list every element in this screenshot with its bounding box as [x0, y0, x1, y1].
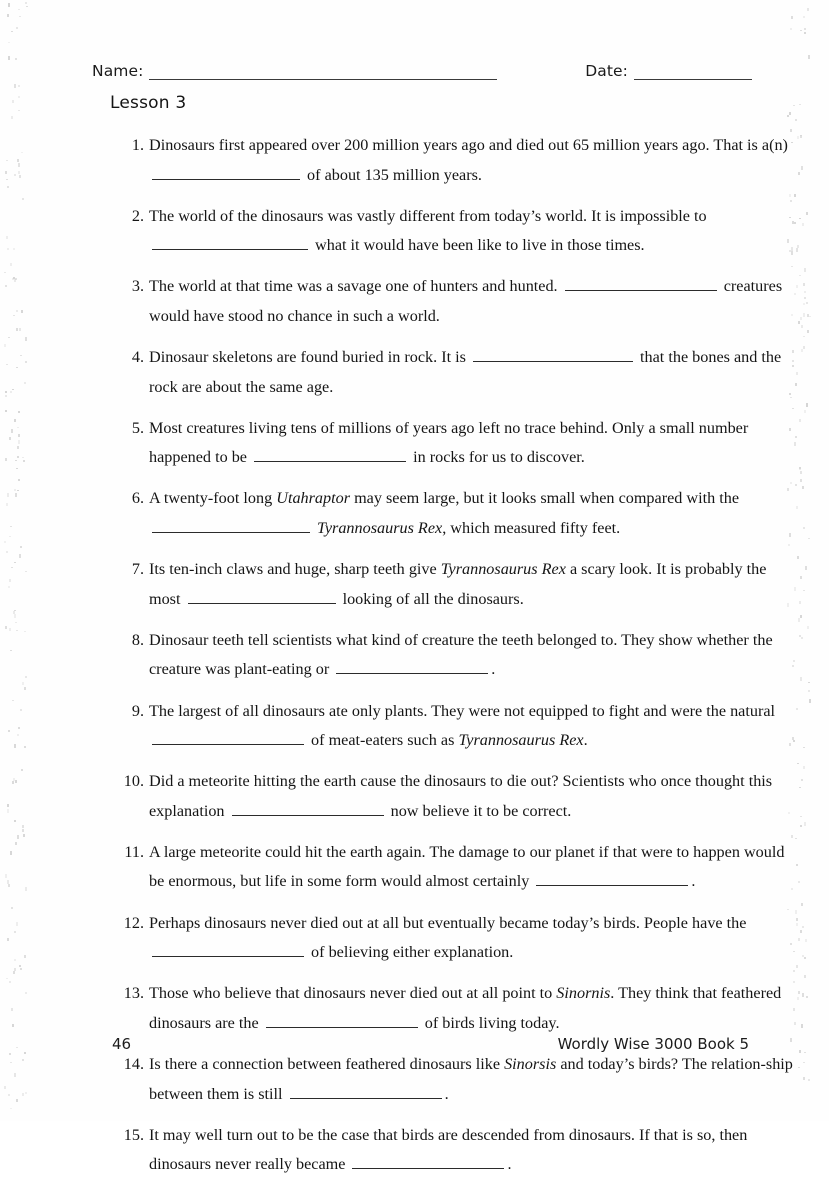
question-item — [122, 1121, 794, 1180]
name-label: Name: — [92, 62, 144, 80]
question-text — [149, 697, 794, 756]
text-run: Perhaps dinosaurs never died out at all but eventually became today’s birds. People have the — [149, 913, 747, 932]
question-item — [122, 484, 794, 543]
text-run: of believing either explanation. — [307, 943, 514, 962]
answer-blank[interactable] — [290, 1085, 442, 1099]
italic-term: Tyrannosaurus Rex — [317, 519, 443, 538]
date-input-line[interactable] — [634, 66, 752, 80]
text-run: of birds living today. — [420, 1013, 560, 1032]
text-run: in rocks for us to discover. — [409, 448, 585, 467]
question-text — [149, 414, 794, 473]
italic-term: Tyrannosaurus Rex — [440, 560, 566, 579]
page-number: 46 — [112, 1035, 132, 1053]
text-run: Dinosaurs first appeared over 200 million years ago and died out 65 million years ago. That is a(n) — [149, 136, 788, 154]
answer-blank[interactable] — [152, 943, 304, 957]
question-item — [122, 272, 794, 331]
question-item — [122, 767, 794, 826]
scan-speckles-left — [4, 0, 30, 1121]
question-number: 2. — [131, 206, 144, 225]
question-number: 14. — [123, 1054, 144, 1073]
date-group — [585, 62, 752, 80]
question-text — [149, 1121, 794, 1180]
date-label: Date: — [585, 62, 628, 80]
text-run: A large meteorite could hit the earth again. The damage to our planet if that were to happen would be enormous, but life in some form would almost certainly — [149, 842, 785, 891]
answer-blank[interactable] — [336, 660, 488, 674]
text-run: Most creatures living tens of millions of years ago left no trace behind. Only a small number happened to be — [149, 418, 749, 467]
text-run: that the bones and the rock are about the same age. — [149, 348, 782, 396]
page-footer — [0, 1035, 829, 1059]
text-run: what it would have been like to live in those times. — [311, 236, 645, 255]
answer-blank[interactable] — [565, 277, 717, 291]
text-run: Is there a connection between feathered dinosaurs like — [149, 1054, 505, 1073]
question-text — [149, 838, 794, 897]
text-run: . — [491, 660, 496, 679]
answer-blank[interactable] — [152, 166, 300, 180]
question-item — [122, 414, 794, 473]
answer-blank[interactable] — [152, 519, 310, 533]
question-text — [149, 767, 794, 826]
question-number: 10. — [123, 772, 144, 791]
text-run: a scary look. It is probably the most — [149, 560, 767, 608]
worksheet-header — [92, 62, 752, 80]
question-text — [149, 484, 794, 543]
text-run: . — [583, 731, 588, 750]
question-text — [149, 272, 794, 331]
text-run: . — [691, 872, 696, 891]
question-text — [149, 202, 794, 261]
question-item — [122, 555, 794, 614]
text-run: and today’s birds? The relation-ship between them is still — [149, 1054, 793, 1103]
question-item — [122, 343, 794, 402]
text-run: Its ten-inch claws and huge, sharp teeth give — [149, 560, 441, 579]
text-run: of about 135 million years. — [303, 165, 482, 184]
question-text — [149, 131, 794, 190]
name-input-line[interactable] — [149, 66, 497, 80]
text-run: It may well turn out to be the case that birds are descended from dinosaurs. If that is so, then dinosaurs never really became — [149, 1125, 748, 1174]
question-text — [149, 555, 794, 614]
answer-blank[interactable] — [152, 731, 304, 745]
answer-blank[interactable] — [536, 872, 688, 886]
text-run: . — [444, 1084, 449, 1103]
question-number: 4. — [131, 348, 144, 367]
italic-term: Utahraptor — [276, 489, 351, 508]
text-run: . They think that feathered dinosaurs are the — [149, 984, 782, 1032]
question-text — [149, 626, 794, 685]
text-run: may seem large, but it looks small when compared with the — [350, 489, 740, 508]
question-number: 7. — [131, 560, 144, 579]
question-list — [122, 131, 794, 1191]
question-text — [149, 909, 794, 968]
answer-blank[interactable] — [232, 802, 384, 816]
italic-term: Sinornis — [556, 984, 611, 1003]
question-item — [122, 838, 794, 897]
page-title: Lesson 3 — [110, 93, 187, 113]
text-run: looking of all the dinosaurs. — [338, 589, 524, 608]
question-number: 15. — [123, 1125, 144, 1144]
text-run: A twenty-foot long — [149, 489, 277, 508]
question-number: 9. — [131, 701, 144, 720]
text-run: , which measured fifty feet. — [442, 519, 621, 538]
text-run: . — [507, 1155, 512, 1174]
text-run: Dinosaur skeletons are found buried in rock. It is — [149, 348, 470, 367]
answer-blank[interactable] — [152, 236, 308, 250]
question-number: 1. — [131, 136, 144, 154]
question-number: 3. — [131, 277, 144, 296]
question-number: 5. — [131, 418, 144, 437]
question-item — [122, 697, 794, 756]
text-run: Dinosaur teeth tell scientists what kind of creature the teeth belonged to. They show whether the creature was plant-eating or — [149, 630, 773, 679]
text-run: of meat-eaters such as — [307, 731, 459, 750]
book-title: Wordly Wise 3000 Book 5 — [557, 1035, 749, 1053]
text-run: The world at that time was a savage one of hunters and hunted. — [149, 277, 562, 296]
question-item — [122, 202, 794, 261]
question-number: 8. — [131, 630, 144, 649]
question-text — [149, 979, 794, 1038]
answer-blank[interactable] — [473, 348, 633, 362]
text-run: The world of the dinosaurs was vastly different from today’s world. It is impossible to — [149, 206, 707, 225]
italic-term: Tyrannosaurus Rex — [458, 731, 584, 750]
text-run: now believe it to be correct. — [386, 801, 572, 820]
text-run: Did a meteorite hitting the earth cause the dinosaurs to die out? Scientists who once thought this explanation — [149, 772, 773, 820]
answer-blank[interactable] — [188, 590, 336, 604]
question-number: 12. — [123, 913, 144, 932]
answer-blank[interactable] — [266, 1014, 418, 1028]
question-number: 6. — [131, 489, 144, 508]
question-number: 11. — [124, 842, 144, 861]
question-item — [122, 626, 794, 685]
question-item — [122, 979, 794, 1038]
question-number: 13. — [123, 984, 144, 1003]
text-run: creatures would have stood no chance in such a world. — [149, 277, 783, 325]
question-item — [122, 131, 794, 190]
question-item — [122, 909, 794, 968]
answer-blank[interactable] — [352, 1155, 504, 1169]
answer-blank[interactable] — [254, 448, 406, 462]
italic-term: Sinorsis — [504, 1054, 557, 1073]
question-text — [149, 343, 794, 402]
text-run: Those who believe that dinosaurs never died out at all point to — [149, 984, 557, 1003]
text-run: The largest of all dinosaurs ate only plants. They were not equipped to fight and were the natural — [149, 701, 776, 720]
